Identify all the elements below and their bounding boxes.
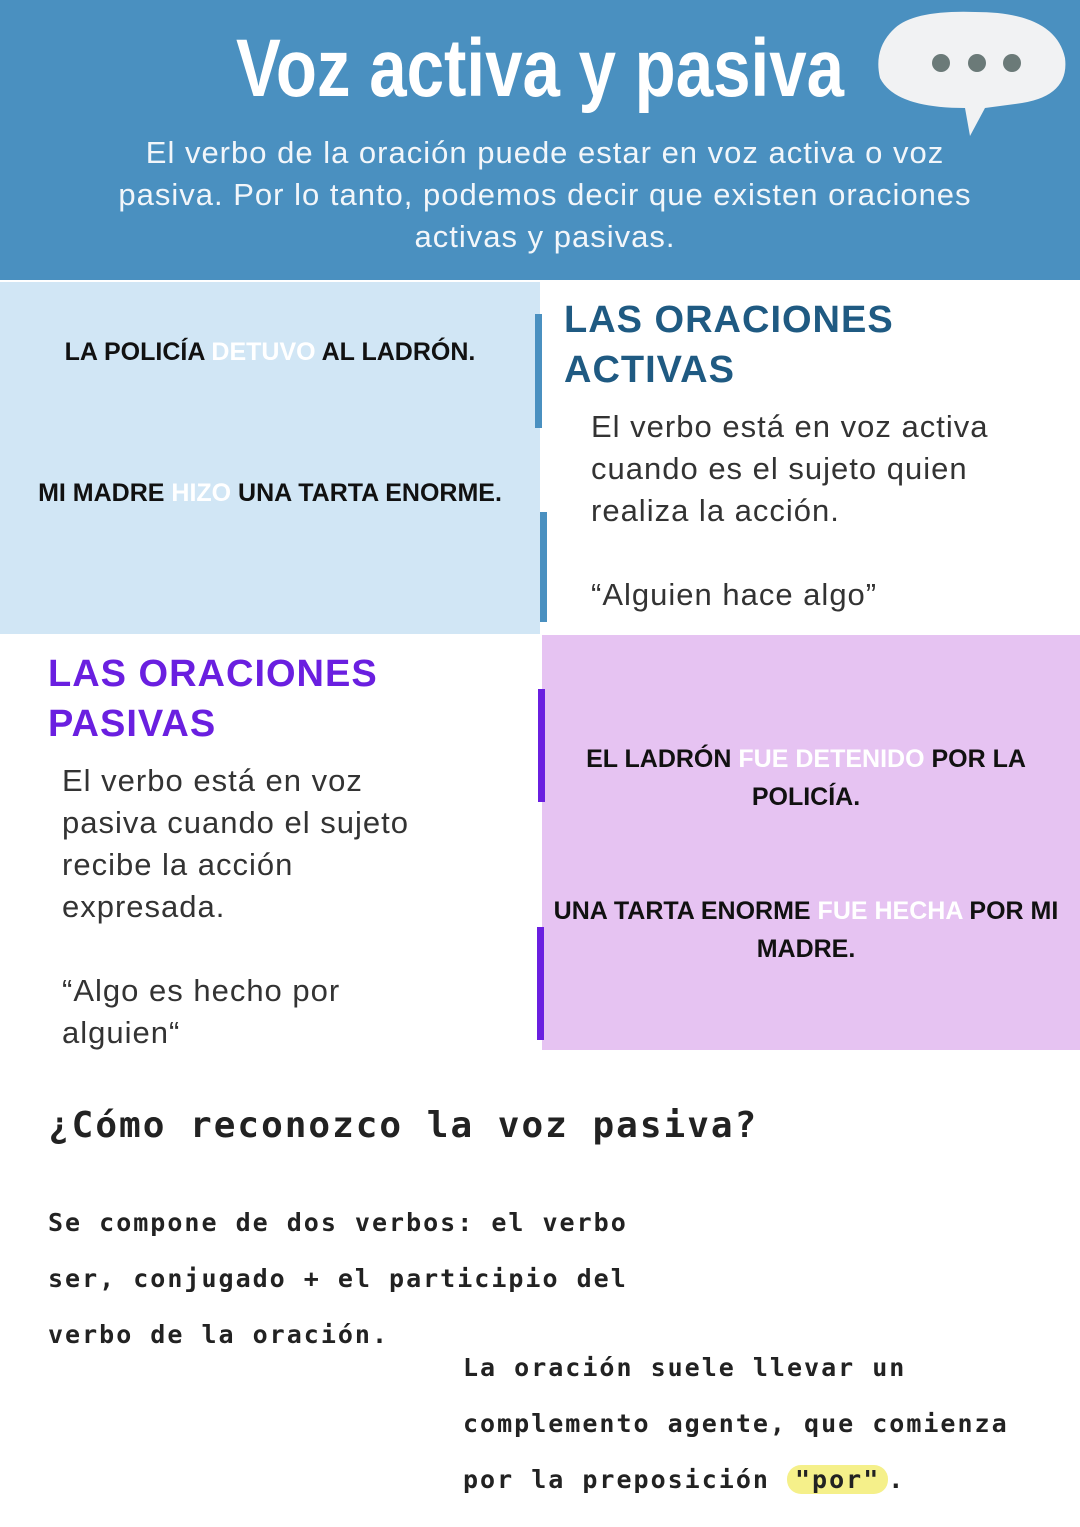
passive-example-1	[548, 740, 1064, 816]
active-example-2	[0, 479, 540, 508]
example-verb: FUE HECHA	[817, 897, 963, 925]
example-text: POR MI MADRE.	[756, 897, 1059, 963]
highlighted-por: "por"	[787, 1465, 888, 1494]
example-verb: HIZO	[171, 479, 232, 507]
passive-example-2	[542, 892, 1070, 968]
passive-definition: El verbo está en voz pasiva cuando el sujeto recibe la acción expresada.	[62, 763, 410, 924]
example-text: POR LA POLICÍA.	[751, 745, 1026, 811]
page-subtitle: El verbo de la oración puede estar en voz activa o voz pasiva. Por lo tanto, podemos decir que existen oraciones activas y pasivas.	[118, 135, 972, 254]
example-text: LA POLICÍA	[64, 338, 212, 366]
active-definition: El verbo está en voz activa cuando es el sujeto quien realiza la acción.	[591, 409, 989, 528]
example-text: MI MADRE	[38, 479, 172, 507]
divider-bar	[535, 314, 542, 428]
page-title: Voz activa y pasiva	[235, 23, 844, 114]
example-text: EL LADRÓN	[586, 745, 739, 773]
active-formula: “Alguien hace algo”	[591, 577, 878, 612]
rule-two-end: .	[888, 1465, 906, 1494]
active-examples-panel	[0, 282, 540, 634]
example-verb: FUE DETENIDO	[738, 745, 925, 773]
active-heading: LAS ORACIONES ACTIVAS	[564, 299, 894, 391]
rule-two-text: La oración suele llevar un complemento agente, que comienza por la preposición	[463, 1353, 1009, 1494]
passive-heading: LAS ORACIONES PASIVAS	[48, 653, 378, 745]
divider-bar	[540, 512, 547, 622]
rule-two	[463, 1340, 1063, 1508]
divider-bar	[538, 689, 545, 802]
example-text: AL LADRÓN.	[315, 338, 476, 366]
passive-formula: “Algo es hecho por alguien“	[62, 973, 341, 1050]
recognize-question: ¿Cómo reconozco la voz pasiva?	[48, 1105, 759, 1146]
active-example-1	[0, 338, 540, 367]
passive-examples-panel	[542, 635, 1080, 1050]
speech-bubble-ellipsis-icon	[875, 8, 1070, 138]
example-verb: DETUVO	[211, 338, 316, 366]
rule-one: Se compone de dos verbos: el verbo ser, conjugado + el participio del verbo de la oración.	[48, 1208, 628, 1349]
example-text: UNA TARTA ENORME	[553, 897, 818, 925]
example-text: UNA TARTA ENORME.	[231, 479, 502, 507]
